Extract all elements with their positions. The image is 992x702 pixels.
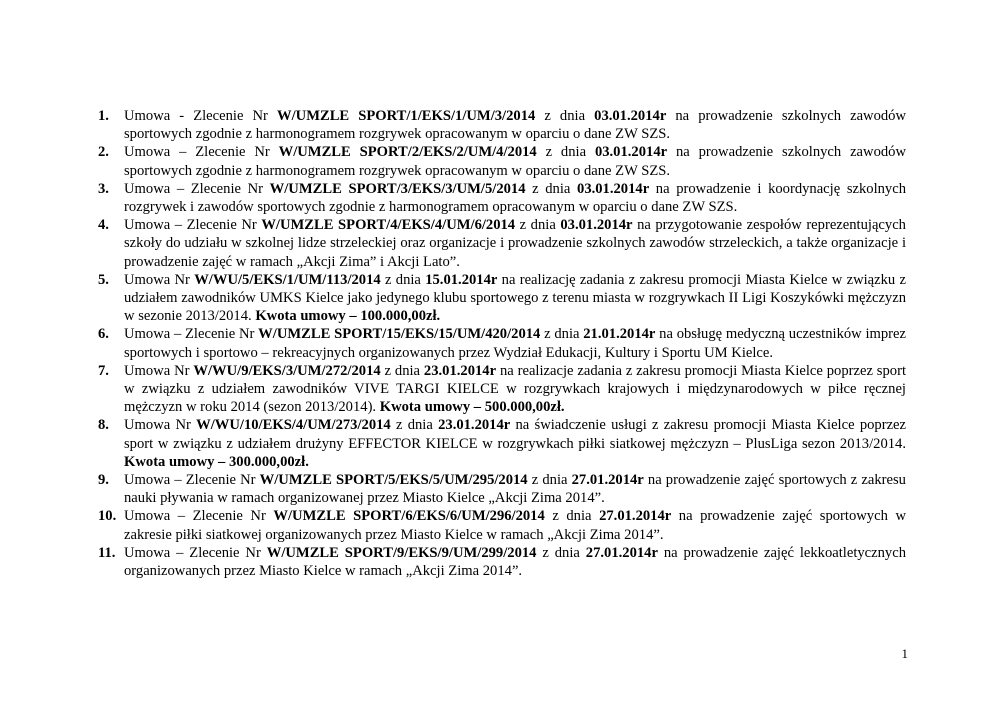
contract-item [98,216,906,271]
contract-item [98,107,906,143]
item-text: na prowadzenie szkolnych zawodów sportowych zgodnie z harmonogramem rozgrywek opracowanym w oparciu o dane ZW SZS. [124,144,906,179]
item-bold-text: W/UMZLE SPORT/15/EKS/15/UM/420/2014 [258,326,541,343]
item-bold-text: W/WU/9/EKS/3/UM/272/2014 [193,362,381,379]
item-text: Umowa - Zlecenie Nr [124,108,277,124]
item-number: 6. [98,326,109,343]
item-text: na prowadzenie zajęć lekkoatletycznych organizowanych przez Miasto Kielce w ramach „Akcji Zima 2014”. [124,544,906,580]
item-text: z dnia [527,472,572,489]
item-text: z dnia [540,326,584,343]
item-bold-text: W/UMZLE SPORT/9/EKS/9/UM/299/2014 [266,544,537,561]
item-number: 11. [98,544,116,561]
item-bold-text: 27.01.2014r [599,508,672,525]
item-text: Umowa – Zlecenie Nr [124,180,270,197]
item-text: na realizacje zadania z zakresu promocji Miasta Kielce poprzez sport w związku z udziałem zawodników VIVE TARGI KIELCE w rozgrywkach krajowych i międzynarodowych w piłce ręcznej mężczyzn w roku 2014 (sezon 2013/2014). [124,362,906,416]
item-text: Umowa – Zlecenie Nr [124,472,260,489]
item-bold-text: Kwota umowy – 300.000,00zł. [124,453,309,470]
item-text: Umowa Nr [124,271,195,288]
item-text: Umowa – Zlecenie Nr [124,544,267,561]
item-text: Umowa Nr [124,417,197,434]
item-bold-text: 03.01.2014r [594,108,667,124]
contract-list [98,107,906,580]
contract-item [98,143,906,179]
item-bold-text: 21.01.2014r [583,326,656,343]
item-text: na świadczenie usługi z zakresu promocji Miasta Kielce poprzez sport w związku z udziałem drużyny EFFECTOR KIELCE w rozgrywkach piłki siatkowej mężczyzn – PlusLiga sezon 2013/2014. [124,417,907,452]
item-text: na realizację zadania z zakresu promocji Miasta Kielce w związku z udziałem zawodników UMKS Kielce jako jedynego klubu sportowego z terenu miasta w rozgrywkach II Ligi Koszykówki mężczyzn w sezonie 2013/2014. [124,271,906,325]
item-bold-text: 27.01.2014r [571,472,644,489]
item-text: z dnia [390,417,439,434]
item-number: 9. [98,472,109,489]
item-bold-text: W/UMZLE SPORT/2/EKS/2/UM/4/2014 [278,144,537,161]
contract-item [98,362,906,417]
item-text: na prowadzenie i koordynację szkolnych rozgrywek i zawodów sportowych zgodnie z harmonogramem opracowanym w oparciu o dane ZW SZS. [124,180,906,216]
item-bold-text: Kwota umowy – 100.000,00zł. [255,308,441,325]
item-text: z dnia [525,180,578,197]
contract-item [98,471,906,507]
item-bold-text: 03.01.2014r [594,144,668,161]
item-bold-text: W/WU/10/EKS/4/UM/273/2014 [196,417,391,434]
item-number: 7. [98,362,109,379]
item-number: 10. [98,508,117,525]
item-number: 5. [98,271,109,288]
item-text: Umowa – Zlecenie Nr [124,508,274,525]
item-text: z dnia [535,108,595,124]
item-bold-text: 03.01.2014r [560,217,633,234]
item-text: z dnia [544,508,600,525]
item-bold-text: W/UMZLE SPORT/3/EKS/3/UM/5/2014 [269,180,526,197]
item-bold-text: 23.01.2014r [438,417,511,434]
contract-item [98,507,906,543]
item-text: Umowa – Zlecenie Nr [124,144,279,161]
item-bold-text: W/UMZLE SPORT/5/EKS/5/UM/295/2014 [259,472,528,489]
contract-item [98,180,906,216]
item-text: z dnia [515,217,561,234]
item-text: Umowa – Zlecenie Nr [124,217,262,234]
item-bold-text: Kwota umowy – 500.000,00zł. [379,399,565,416]
contract-item [98,271,906,326]
item-bold-text: W/UMZLE SPORT/1/EKS/1/UM/3/2014 [277,108,536,124]
item-text: Umowa – Zlecenie Nr [124,326,259,343]
item-text: z dnia [536,544,586,561]
item-bold-text: W/UMZLE SPORT/4/EKS/4/UM/6/2014 [261,217,516,234]
item-number: 8. [98,417,109,434]
item-text: na prowadzenie zajęć sportowych w zakresie piłki siatkowej organizowanych przez Miasto Kielce w ramach „Akcji Zima 2014”. [124,508,906,543]
item-number: 1. [98,108,109,124]
item-text: z dnia [380,271,426,288]
item-bold-text: 23.01.2014r [423,362,497,379]
page-number: 1 [901,646,908,661]
item-bold-text: 03.01.2014r [577,180,650,197]
item-text: Umowa Nr [124,362,194,379]
item-bold-text: 27.01.2014r [585,544,658,561]
item-number: 3. [98,180,109,197]
item-text: na prowadzenie zajęć sportowych z zakresu nauki pływania w ramach organizowanej przez Miasto Kielce „Akcji Zima 2014”. [124,472,906,507]
item-bold-text: W/WU/5/EKS/1/UM/113/2014 [194,271,381,288]
contract-item [98,544,906,580]
item-bold-text: W/UMZLE SPORT/6/EKS/6/UM/296/2014 [273,508,545,525]
item-text: na przygotowanie zespołów reprezentujących szkoły do udziału w szkolnej lidze strzeleckiej oraz organizacje i prowadzenie szkolnych zawodów strzeleckich, a także organizacje i prowadzenie zajęć w ramach „Akcji Zima” i Akcji Lato”. [124,217,906,270]
item-text: z dnia [536,144,595,161]
item-text: na prowadzenie szkolnych zawodów sportowych zgodnie z harmonogramem rozgrywek opracowanym w oparciu o dane ZW SZS. [124,108,907,143]
contract-item [98,325,906,361]
item-bold-text: 15.01.2014r [425,271,498,288]
item-number: 2. [98,144,109,161]
item-text: z dnia [380,362,424,379]
contract-item [98,416,906,471]
item-text: na obsługę medyczną uczestników imprez sportowych i sportowo – rekreacyjnych organizowanych przez Wydział Edukacji, Kultury i Sportu UM Kielce. [124,326,906,361]
item-number: 4. [98,217,109,234]
